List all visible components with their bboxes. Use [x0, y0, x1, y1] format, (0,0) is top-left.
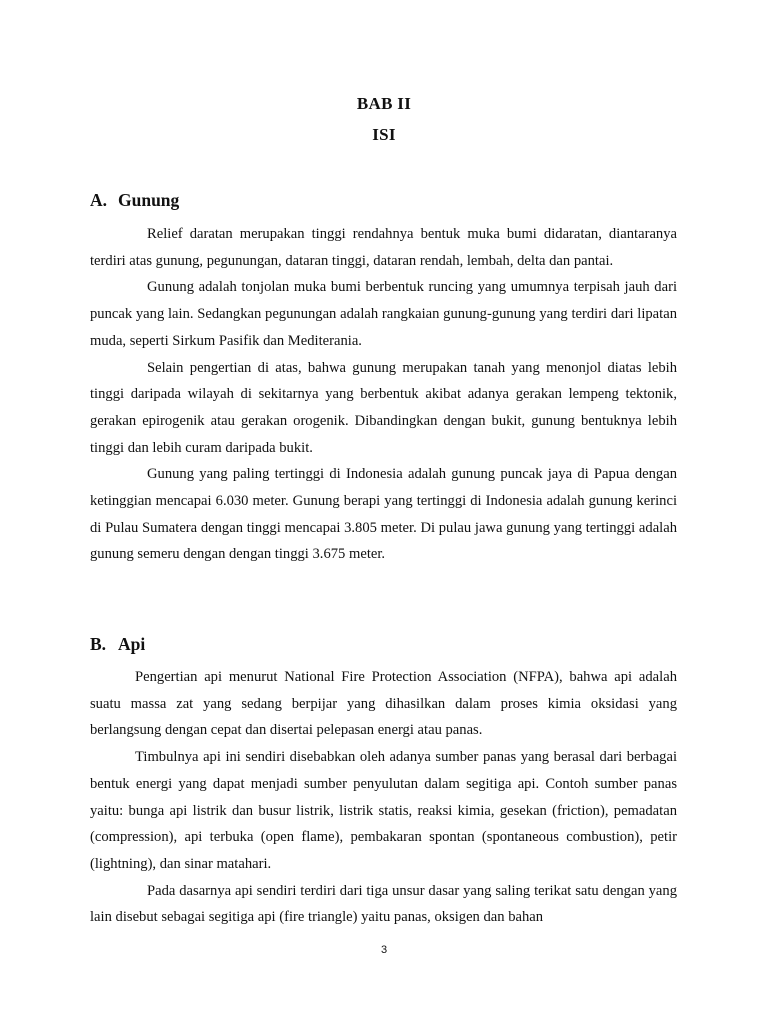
chapter-title: ISI [372, 125, 396, 144]
section-heading-gunung [90, 190, 179, 211]
paragraph: Timbulnya api ini sendiri disebabkan oleh adanya sumber panas yang berasal dari berbagai bentuk energi yang dapat menjadi sumber penyulutan dalam segitiga api. Contoh sumber panas yaitu: bunga api listrik dan busur listrik, listrik statis, reaksi kimia, gesekan (friction), pemadatan (compression), api terbuka (open flame), pembakaran spontan (spontaneous combustion), petir (lightning), dan sinar matahari. [90, 749, 677, 872]
paragraph: Pengertian api menurut National Fire Protection Association (NFPA), bahwa api adalah suatu massa zat yang sedang berpijar yang dihasilkan dalam proses kimia oksidasi yang berlangsung dengan cepat dan disertai pelepasan energi atau panas. [90, 669, 677, 739]
section-letter: A. [90, 190, 108, 210]
section-body-gunung [90, 221, 677, 568]
paragraph: Pada dasarnya api sendiri terdiri dari tiga unsur dasar yang saling terikat satu dengan yang lain disebut sebagai segitiga api (fire triangle) yaitu panas, oksigen dan bahan [90, 882, 677, 926]
section-body-api [90, 664, 677, 931]
section-title: Gunung [118, 190, 180, 210]
section-title: Api [118, 634, 146, 654]
paragraph: Gunung adalah tonjolan muka bumi berbentuk runcing yang umumnya terpisah jauh dari puncak yang lain. Sedangkan pegunungan adalah rangkaian gunung-gunung yang terdiri dari lipatan muda, seperti Sirkum Pasifik dan Mediterania. [90, 279, 677, 349]
paragraph: Relief daratan merupakan tinggi rendahnya bentuk muka bumi didaratan, diantaranya terdiri atas gunung, pegunungan, dataran tinggi, dataran rendah, lembah, delta dan pantai. [90, 226, 677, 269]
page-number: 3 [380, 944, 388, 956]
section-letter: B. [90, 634, 107, 654]
paragraph: Gunung yang paling tertinggi di Indonesia adalah gunung puncak jaya di Papua dengan ketinggian mencapai 6.030 meter. Gunung berapi yang tertinggi di Indonesia adalah gunung kerinci di Pulau Sumatera dengan tinggi mencapai 3.805 meter. Di pulau jawa gunung yang tertinggi adalah gunung semeru dengan dengan tinggi 3.675 meter. [90, 466, 677, 563]
section-heading-api [90, 634, 145, 655]
chapter-number: BAB II [356, 94, 412, 113]
paragraph: Selain pengertian di atas, bahwa gunung merupakan tanah yang menonjol diatas lebih tinggi daripada wilayah di sekitarnya yang berbentuk akibat adanya gerakan lempeng tektonik, gerakan epirogenik atau gerakan orogenik. Dibandingkan dengan bukit, gunung bentuknya lebih tinggi dan lebih curam daripada bukit. [90, 359, 677, 456]
